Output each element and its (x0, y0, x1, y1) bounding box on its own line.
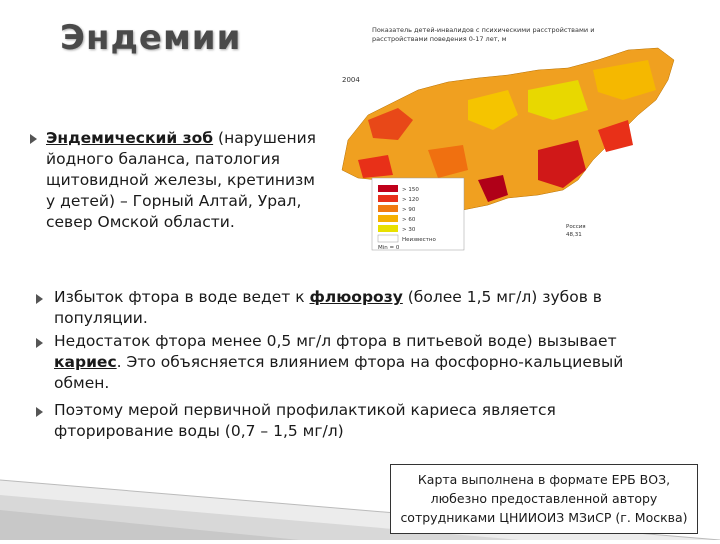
source-note-line1: Карта выполнена в формате ЕРБ ВОЗ, (417, 472, 671, 487)
caries-text-before: Недостаток фтора менее 0,5 мг/л фтора в питьевой воде) вызывает (54, 332, 617, 350)
bullet-fluoridation (54, 400, 614, 442)
goiter-text: (нарушения йодного баланса, патология щитовидной железы, кретинизм у детей) – Горный Алтай, Урал, север Омской области. (46, 129, 316, 231)
source-note-line2: любезно предоставленной автору (430, 491, 658, 506)
bullet-arrow-icon (36, 338, 43, 348)
bullet-goiter (46, 128, 326, 233)
bullet-caries (54, 331, 654, 394)
source-note-line3: сотрудниками ЦНИИОИЗ МЗиСР (г. Москва) (400, 510, 688, 525)
legend-label-90: > 90 (402, 207, 416, 213)
fluoridation-text: Поэтому мерой первичной профилактикой кариеса является фторирование воды (0,7 – 1,5 мг/л) (54, 401, 556, 440)
russia-label: Россия (566, 224, 586, 230)
legend-label-120: > 120 (402, 197, 419, 203)
bullet-fluorosis (54, 287, 634, 329)
page-title: Эндемии (60, 18, 242, 58)
map-caption-line1: Показатель детей-инвалидов с психическими расстройствами и (372, 26, 595, 34)
legend-label-unknown: Неизвестно (402, 237, 436, 243)
fluorosis-text-before: Избыток фтора в воде ведет к (54, 288, 310, 306)
bullet-arrow-icon (36, 407, 43, 417)
bullet-arrow-icon (36, 294, 43, 304)
legend-label-150: > 150 (402, 187, 419, 193)
caries-term: кариес (54, 353, 117, 371)
source-note-box (390, 464, 698, 534)
fluorosis-term: флюорозу (309, 288, 403, 306)
goiter-term: Эндемический зоб (46, 129, 214, 147)
legend-label-60: > 60 (402, 217, 416, 223)
map-year: 2004 (342, 76, 360, 84)
russia-value: 48,31 (566, 232, 582, 238)
fluorosis-text-after: (более 1,5 мг/л) зубов в популяции. (54, 288, 602, 327)
bullet-arrow-icon (30, 134, 37, 144)
legend-label-30: > 30 (402, 227, 416, 233)
map-caption-line2: расстройствами поведения 0-17 лет, м (372, 35, 507, 43)
legend-min-label: Min = 0 (378, 245, 400, 251)
caries-text-after: . Это объясняется влиянием фтора на фосфорно-кальциевый обмен. (54, 353, 624, 392)
endemic-map (338, 20, 676, 252)
